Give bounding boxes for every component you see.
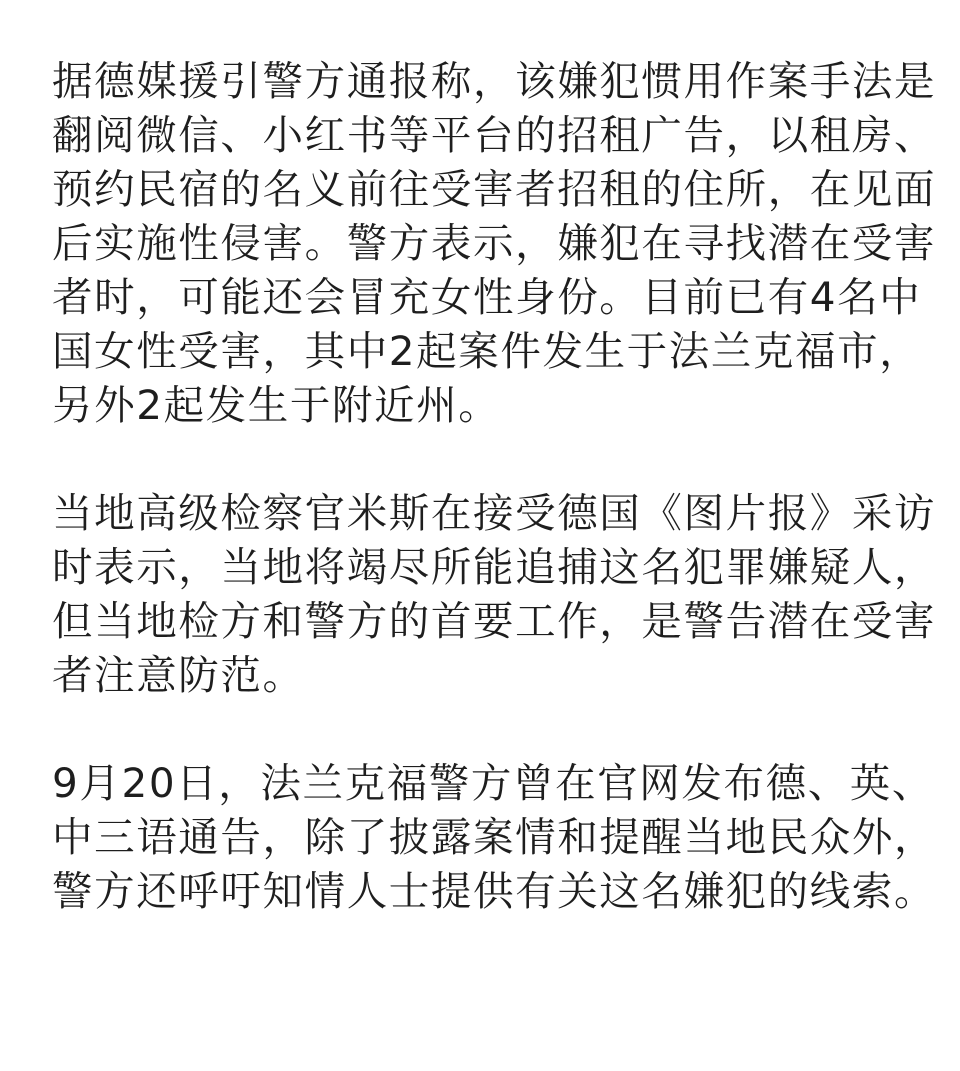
- text-line: 另外2起发生于附近州。: [52, 381, 501, 429]
- text-line: 时表示，当地将竭尽所能追捕这名犯罪嫌疑人，: [52, 543, 937, 591]
- text-line: 预约民宿的名义前往受害者招租的住所，在见面: [52, 165, 937, 213]
- text-line: 当地高级检察官米斯在接受德国《图片报》采访: [52, 489, 937, 537]
- text-line: 后实施性侵害。警方表示，嫌犯在寻找潜在受害: [52, 219, 937, 267]
- text-line: 中三语通告，除了披露案情和提醒当地民众外，: [52, 813, 937, 861]
- article-paragraph-2: [52, 486, 937, 702]
- article-paragraph-3: [52, 756, 937, 918]
- text-line: 警方还呼吁知情人士提供有关这名嫌犯的线索。: [52, 867, 937, 915]
- text-line: 者时，可能还会冒充女性身份。目前已有4名中: [52, 273, 922, 321]
- text-line: 翻阅微信、小红书等平台的招租广告，以租房、: [52, 111, 937, 159]
- text-line: 国女性受害，其中2起案件发生于法兰克福市，: [52, 327, 922, 375]
- text-line: 据德媒援引警方通报称，该嫌犯惯用作案手法是: [52, 57, 937, 105]
- article-paragraph-1: [52, 54, 937, 432]
- text-line: 者注意防范。: [52, 651, 305, 699]
- text-line: 9月20日，法兰克福警方曾在官网发布德、英、: [52, 759, 935, 807]
- text-line: 但当地检方和警方的首要工作，是警告潜在受害: [52, 597, 937, 645]
